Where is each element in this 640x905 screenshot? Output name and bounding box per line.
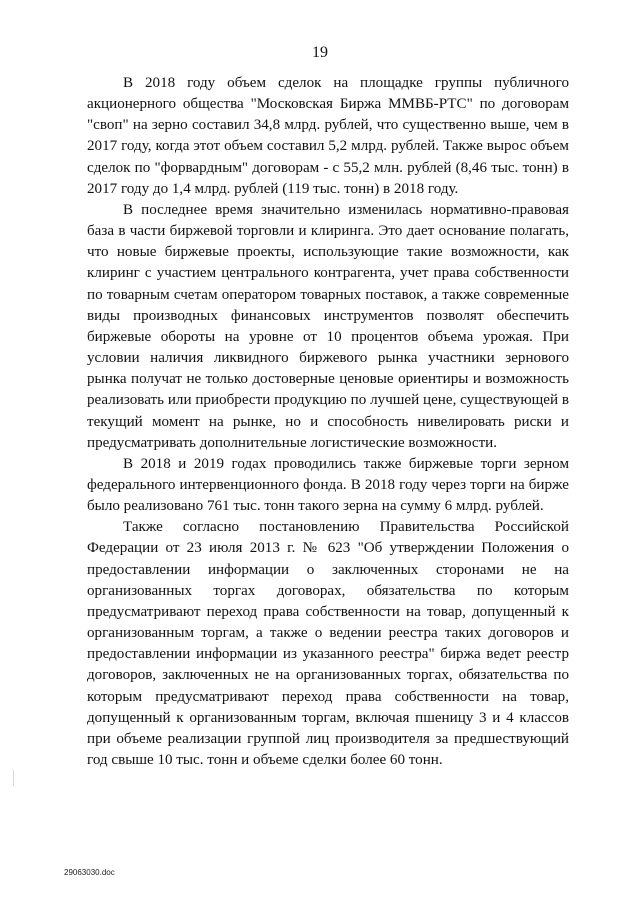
scan-margin-mark <box>13 770 14 786</box>
paragraph-exchange-volume: В 2018 году объем сделок на площадке группы публичного акционерного общества "Московская Биржа ММВБ-РТС" по договорам "своп" на зерно составил 34,8 млрд. рублей, что существенно выше, чем в 2017 году, когда этот объем составил 5,2 млрд. рублей. Также вырос объем сделок по "форвардным" договорам - с 55,2 млн. рублей (8,46 тыс. тонн) в 2017 году до 1,4 млрд. рублей (119 тыс. тонн) в 2018 году. <box>87 75 569 197</box>
paragraph-intervention-fund: В 2018 и 2019 годах проводились также биржевые торги зерном федерального интервенционного фонда. В 2018 году через торги на бирже было реализовано 761 тыс. тонн такого зерна на сумму 6 млрд. рублей. <box>87 455 569 515</box>
paragraph-contract-registry: Также согласно постановлению Правительства Российской Федерации от 23 июля 2013 г. № 623 "Об утверждении Положения о предоставлении информации о заключенных сторонами не на организованных торгах договорах, обязательства по которым предусматривают переход права собственности на товар, допущенный к организованным торгам, а также о ведении реестра таких договоров и предоставлении информации из указанного реестра" биржа ведет реестр договоров, заключенных не на организованных торгах, обязательства по которым предусматривают переход права собственности на товар, допущенный к организованным торгам, включая пшеницу 3 и 4 классов при объеме реализации группой лиц производителя за предшествующий год свыше 10 тыс. тонн и объеме сделки более 60 тонн. <box>87 519 569 768</box>
footer-filename: 29063030.doc <box>64 868 115 877</box>
document-body <box>87 73 569 771</box>
paragraph-regulatory-base: В последнее время значительно изменилась нормативно-правовая база в части биржевой торговли и клиринга. Это дает основание полагать, что новые биржевые проекты, использующие такие возможности, как клиринг с участием центрального контрагента, учет права собственности по товарным счетам оператором товарных поставок, а также современные виды производных финансовых инструментов позволят обеспечить биржевые обороты на уровне от 10 процентов объема урожая. При условии наличия ликвидного биржевого рынка участники зернового рынка получат не только достоверные ценовые ориентиры и возможность реализовать или приобрести продукцию по лучшей цене, существующей в текущий момент на рынке, но и способность нивелировать риски и предусматривать дополнительные логистические возможности. <box>87 201 569 451</box>
page-number: 19 <box>312 44 328 61</box>
